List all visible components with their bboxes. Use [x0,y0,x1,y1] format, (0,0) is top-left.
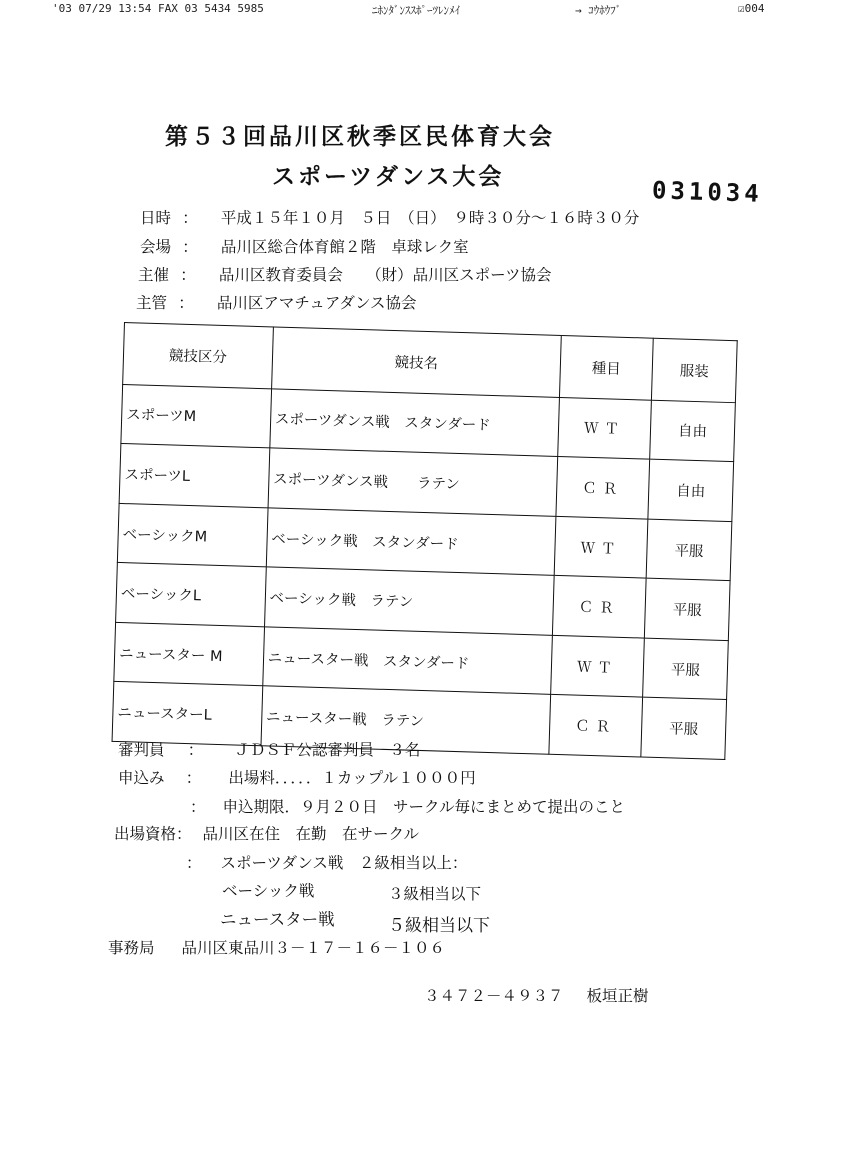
info-label: 主管 [136,294,168,312]
cell-attire: 平服 [641,697,727,759]
header-event: 競技名 [271,327,561,397]
sep: ： [186,854,202,872]
doc-number: 031034 [651,176,764,208]
apply-label: 申込み [118,769,165,787]
cell-type: ＷＴ [558,397,652,459]
cell-category: ベーシックM [117,503,267,567]
qual-sports: スポーツダンス戦 ２級相当以上： [220,854,468,872]
qual-basic-level: ３級相当以下 [388,885,482,903]
info-row-date [140,206,639,228]
info-sep: ： [182,209,198,227]
fax-page: ☑004 [738,2,765,15]
sep: ： [185,769,202,787]
sep: ： [187,741,204,759]
info-row-manage [136,291,417,313]
office-row [108,936,445,958]
cell-event: ニュースター戦 ラテン [261,686,551,754]
cell-type: ＣＲ [549,695,643,757]
cell-attire: 平服 [643,638,729,700]
qualification-value: 品川区在住 在勤 在サークル [202,825,419,843]
info-sep: ： [182,238,198,256]
office-address: 品川区東品川３－１７－１６－１０６ [181,939,445,957]
info-label: 主催 [138,266,170,284]
qualification-row [114,822,419,844]
info-value: 平成１５年１０月 ５日 （日） ９時３０分～１６時３０分 [220,209,640,227]
header-attire: 服装 [651,338,737,402]
cell-attire: 自由 [648,459,734,521]
office-contact: 板垣正樹 [586,987,649,1005]
info-value: 品川区教育委員会 （財）品川区スポーツ協会 [218,266,552,284]
apply-row [118,766,476,788]
cell-type: ＣＲ [552,576,646,638]
info-label: 会場 [140,238,172,256]
qual-newstar-level: ５級相当以下 [388,916,490,936]
cell-category: スポーツL [119,444,269,508]
apply-deadline: 申込期限．９月２０日 サークル毎にまとめて提出のこと [222,798,625,816]
cell-event: スポーツダンス戦 スタンダード [270,389,560,457]
cell-event: ベーシック戦 ラテン [264,567,554,635]
office-contact-row [424,984,648,1006]
cell-category: ニュースターL [112,682,262,746]
fax-sender: ﾆﾎﾝﾀﾞﾝｽｽﾎﾟｰﾂﾚﾝﾒｲ [372,4,460,17]
info-row-venue [140,235,469,257]
qualification-label: 出場資格： [114,825,192,843]
qual-basic-event: ベーシック戦 [222,882,315,900]
competition-table [112,322,738,760]
info-sep: ： [180,266,196,284]
cell-attire: 平服 [646,519,732,581]
info-value: 品川区総合体育館２階 卓球レク室 [220,238,469,256]
office-phone: ３４７２－４９３７ [424,987,564,1005]
judges-value: ＪＤＳＦ公認審判員 ３名 [234,741,421,759]
deadline-row [190,795,625,817]
info-value: 品川区アマチュアダンス協会 [216,294,417,312]
cell-type: ＷＴ [554,516,648,578]
cell-event: ニュースター戦 スタンダード [262,627,552,695]
header-category: 競技区分 [123,323,273,389]
cell-category: ニュースター M [114,622,264,686]
cell-type: ＣＲ [556,457,650,519]
judges-row [118,738,420,760]
cell-event: ベーシック戦 スタンダード [266,508,556,576]
qual-sports-row [186,851,467,873]
cell-category: ベーシックL [116,563,266,627]
cell-category: スポーツM [121,384,271,448]
cell-attire: 自由 [650,400,736,462]
info-sep: ： [178,294,194,312]
info-label: 日時 [140,209,172,227]
fax-datetime: '03 07/29 13:54 FAX 03 5434 5985 [52,2,264,15]
info-row-host [138,263,552,285]
header-type: 種目 [559,335,653,399]
fax-recipient: → ｺｳﾎｳﾌﾞ [575,4,622,17]
apply-fee: 出場料．．．．．１カップル１０００円 [228,769,476,787]
cell-event: スポーツダンス戦 ラテン [268,448,558,516]
title-line2: スポーツダンス大会 [272,164,505,190]
judges-label: 審判員 [118,741,165,759]
title-line1: 第５３回品川区秋季区民体育大会 [165,124,555,150]
qual-newstar-event: ニュースター戦 [220,910,335,929]
sep: ： [190,798,206,816]
office-label: 事務局 [108,939,155,957]
cell-attire: 平服 [644,578,730,640]
cell-type: ＷＴ [551,635,645,697]
